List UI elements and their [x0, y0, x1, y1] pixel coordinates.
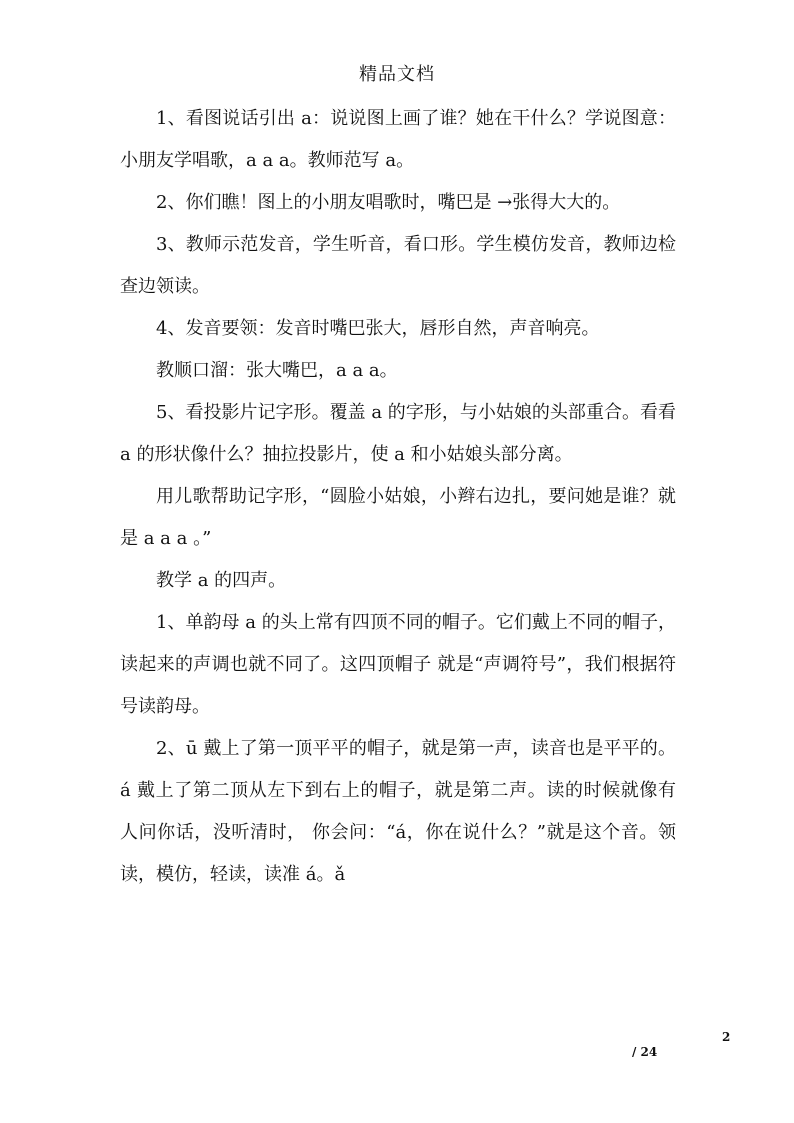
paragraph: 5、看投影片记字形。覆盖 a 的字形，与小姑娘的头部重合。看看 a 的形状像什么？抽拉投影片，使 a 和小姑娘头部分离。: [120, 402, 676, 465]
paragraph: 用儿歌帮助记字形，“圆脸小姑娘，小辫右边扎，要问她是谁？就是 a a a 。”: [120, 486, 676, 549]
paragraph: 2、ū 戴上了第一顶平平的帽子，就是第一声，读音也是平平的。á 戴上了第二顶从左下到右上的帽子，就是第二声。读的时候就像有人问你话，没听清时， 你会问：“á，你在说什么？”就是这个音。领读，模仿，轻读，读准 á。ǎ: [120, 738, 676, 885]
document-body: [120, 98, 676, 896]
paragraph: 1、单韵母 a 的头上常有四顶不同的帽子。它们戴上不同的帽子，读起来的声调也就不同了。这四顶帽子 就是“声调符号”，我们根据符号读韵母。: [120, 612, 676, 717]
paragraph: 教学 a 的四声。: [156, 570, 287, 591]
page-total: / 24: [632, 1045, 658, 1059]
page-number: 2: [722, 1030, 731, 1044]
paragraph: 3、教师示范发音，学生听音，看口形。学生模仿发音，教师边检查边领读。: [120, 234, 676, 297]
paragraph: 4、发音要领：发音时嘴巴张大，唇形自然，声音响亮。: [156, 318, 600, 339]
page-header-title: 精品文档: [359, 64, 435, 85]
paragraph: 1、看图说话引出 a：说说图上画了谁？她在干什么？学说图意：小朋友学唱歌，a a a。教师范写 a。: [120, 108, 676, 171]
paragraph: 2、你们瞧！图上的小朋友唱歌时，嘴巴是 →张得大大的。: [156, 192, 621, 213]
paragraph: 教顺口溜：张大嘴巴，a a a。: [156, 360, 398, 381]
